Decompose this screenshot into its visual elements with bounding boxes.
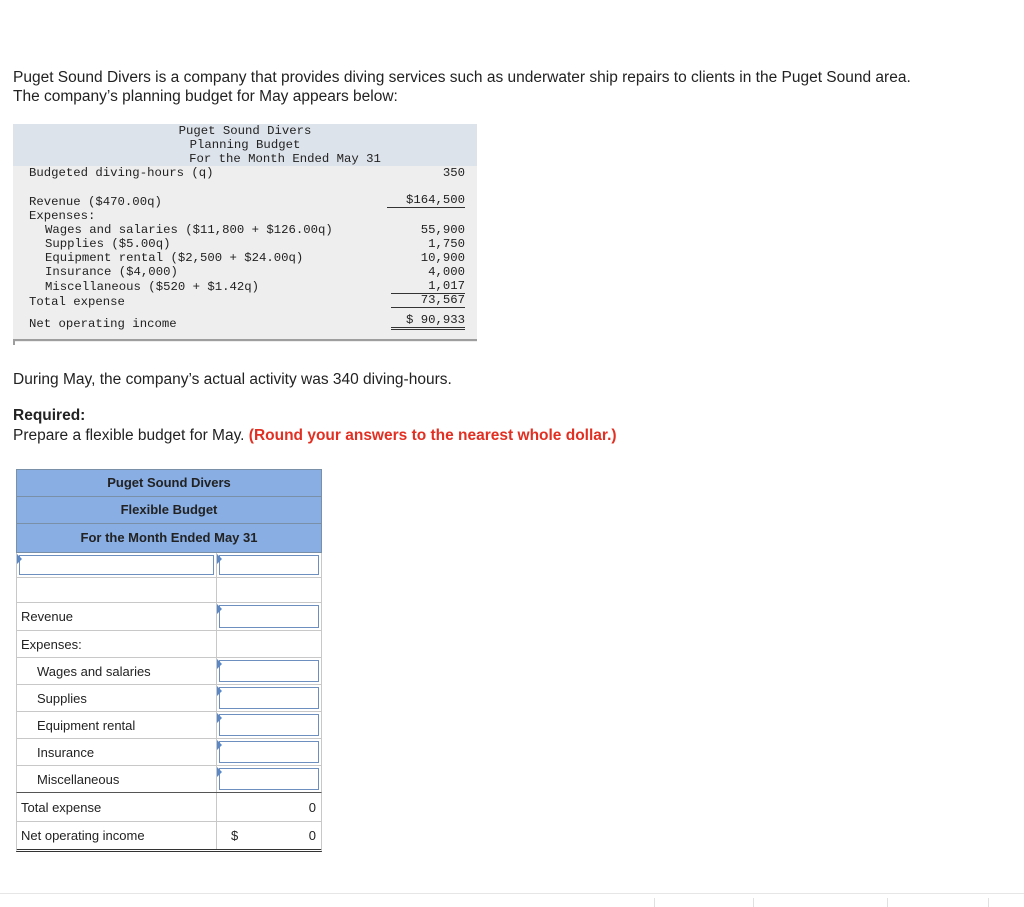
fb-revenue-row — [16, 603, 322, 631]
pb-item-value: 1,750 — [428, 237, 465, 251]
pb-revenue-label: Revenue ($470.00q) — [29, 195, 162, 209]
fb-expense-row — [16, 712, 322, 739]
fb-blank-row — [16, 578, 322, 603]
fb-activity-row — [16, 553, 322, 578]
fb-total-value: 0 — [308, 799, 316, 815]
pb-item-value: 55,900 — [420, 223, 465, 237]
fb-noi-label: Net operating income — [17, 822, 217, 849]
fb-revenue-label: Revenue — [17, 603, 217, 630]
pb-item-label: Wages and salaries ($11,800 + $126.00q) — [45, 223, 333, 237]
pb-item-label: Insurance ($4,000) — [45, 265, 178, 279]
pb-noi-value: $ 90,933 — [391, 313, 465, 330]
fb-expenses-label: Expenses: — [17, 631, 217, 657]
pb-item-label: Miscellaneous ($520 + $1.42q) — [45, 280, 260, 294]
insurance-input[interactable] — [219, 741, 319, 763]
input-marker-icon — [17, 554, 22, 564]
fb-expense-row — [16, 739, 322, 766]
pb-activity-value: 350 — [442, 166, 465, 180]
required-text: Prepare a flexible budget for May. — [13, 427, 249, 444]
pb-title-company: Puget Sound Divers — [178, 124, 312, 138]
fb-expense-row — [16, 658, 322, 685]
actual-activity-text: During May, the company’s actual activity was 340 diving-hours. — [13, 371, 452, 388]
rounding-note: (Round your answers to the nearest whole dollar.) — [248, 427, 617, 444]
fb-total-label: Total expense — [17, 793, 217, 821]
miscellaneous-input[interactable] — [219, 768, 319, 790]
fb-total-row — [16, 793, 322, 822]
fb-expense-label: Equipment rental — [17, 712, 217, 738]
fb-expense-label: Miscellaneous — [17, 766, 217, 792]
pb-total-label: Total expense — [29, 295, 125, 309]
fb-noi-currency: $ — [231, 828, 239, 843]
fb-title-period: For the Month Ended May 31 — [17, 524, 321, 553]
input-marker-icon — [217, 604, 222, 614]
fb-expense-label: Insurance — [17, 739, 217, 765]
pb-item-value: 1,017 — [391, 279, 465, 294]
activity-value-input[interactable] — [219, 555, 319, 575]
flexible-budget-table — [16, 469, 322, 852]
footer-divider — [0, 893, 1024, 894]
input-marker-icon — [217, 686, 222, 696]
input-marker-icon — [217, 659, 222, 669]
pb-item-label: Equipment rental ($2,500 + $24.00q) — [45, 251, 304, 265]
required-heading: Required: — [13, 407, 86, 424]
fb-title-company: Puget Sound Divers — [17, 470, 321, 497]
pb-title-report: Planning Budget — [189, 138, 301, 152]
required-section — [13, 406, 617, 446]
fb-expense-label: Wages and salaries — [17, 658, 217, 684]
pb-activity-label: Budgeted diving-hours (q) — [29, 166, 214, 180]
pb-total-value: 73,567 — [391, 293, 465, 308]
pb-item-value: 4,000 — [428, 265, 465, 279]
intro-line-2: The company’s planning budget for May appears below: — [13, 88, 398, 105]
pb-item-label: Supplies ($5.00q) — [45, 237, 171, 251]
fb-expense-row — [16, 685, 322, 712]
fb-noi-row — [16, 822, 322, 852]
input-marker-icon — [217, 713, 222, 723]
fb-expenses-row — [16, 631, 322, 658]
fb-expense-row — [16, 766, 322, 793]
planning-budget — [13, 124, 477, 344]
fb-title-report: Flexible Budget — [17, 497, 321, 524]
fb-header — [16, 469, 322, 553]
input-marker-icon — [217, 740, 222, 750]
required-instruction — [13, 426, 617, 446]
input-marker-icon — [217, 554, 222, 564]
intro-line-1: Puget Sound Divers is a company that provides diving services such as underwater ship repairs to clients in the Puget Sound area. — [13, 69, 911, 86]
pb-item-value: 10,900 — [420, 251, 465, 265]
equipment-rental-input[interactable] — [219, 714, 319, 736]
wages-input[interactable] — [219, 660, 319, 682]
fb-noi-value: 0 — [308, 828, 316, 843]
activity-label-input[interactable] — [19, 555, 214, 575]
input-marker-icon — [217, 767, 222, 777]
pb-expenses-label: Expenses: — [29, 209, 96, 223]
intro-text — [13, 68, 1013, 106]
fb-expense-label: Supplies — [17, 685, 217, 711]
supplies-input[interactable] — [219, 687, 319, 709]
pb-noi-label: Net operating income — [29, 317, 177, 331]
pb-title-period: For the Month Ended May 31 — [189, 152, 381, 166]
pb-revenue-value: $164,500 — [387, 193, 465, 208]
revenue-input[interactable] — [219, 605, 319, 628]
